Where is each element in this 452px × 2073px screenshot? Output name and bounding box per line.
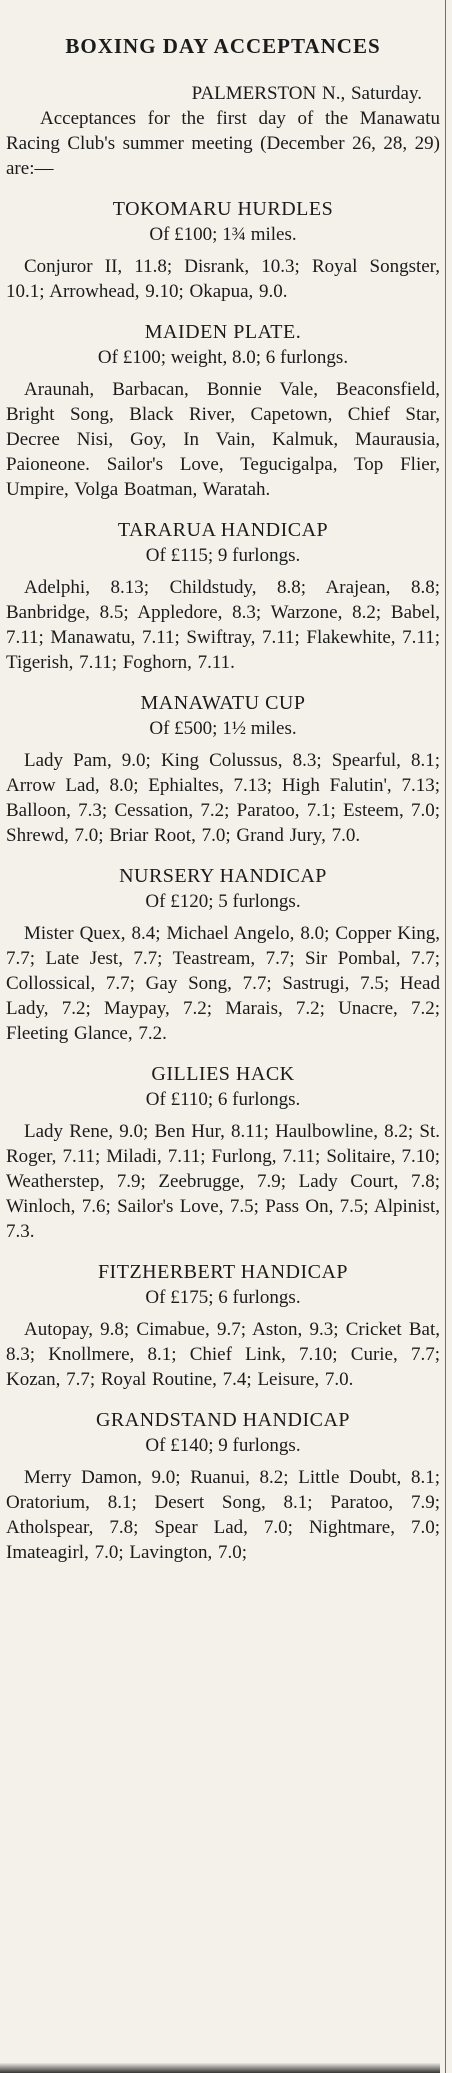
race-title: TOKOMARU HURDLES (112, 198, 334, 220)
race-entries: Araunah, Barbacan, Bonnie Vale, Beaconsfield, Bright Song, Black River, Capetown, Chief Star, Decree Nisi, Goy, In Vain, Kalmuk, Maurausia, Paioneone. Sailor's Love, Tegucigalpa, Top Flier, Umpire, Volga Boatman, Waratah. (6, 379, 440, 500)
race-entries: Lady Pam, 9.0; King Colussus, 8.3; Spearful, 8.1; Arrow Lad, 8.0; Ephialtes, 7.13; High Falutin', 7.13; Balloon, 7.3; Cessation, 7.2; Paratoo, 7.1; Esteem, 7.0; Shrewd, 7.0; Briar Root, 7.0; Grand Jury, 7.0. (6, 750, 440, 846)
race-terms: Of £100; weight, 8.0; 6 furlongs. (97, 347, 349, 368)
race-entries: Conjuror II, 11.8; Disrank, 10.3; Royal Songster, 10.1; Arrowhead, 9.10; Okapua, 9.0. (6, 256, 440, 302)
race-terms: Of £500; 1½ miles. (149, 718, 297, 739)
scan-cutoff-edge (0, 2063, 440, 2073)
race-terms: Of £100; 1¾ miles. (149, 224, 297, 245)
race-entries: Lady Rene, 9.0; Ben Hur, 8.11; Haulbowline, 8.2; St. Roger, 7.11; Miladi, 7.11; Furlong, 7.11; Solitaire, 7.10; Weatherstep, 7.9; Zeebrugge, 7.9; Lady Court, 7.8; Winloch, 7.6; Sailor's Love, 7.5; Pass On, 7.5; Alpinist, 7.3. (6, 1121, 440, 1242)
race-section (6, 691, 440, 848)
race-title: FITZHERBERT HANDICAP (97, 1261, 349, 1283)
race-title: GRANDSTAND HANDICAP (95, 1409, 351, 1431)
race-title: TARARUA HANDICAP (117, 519, 329, 541)
race-entries: Mister Quex, 8.4; Michael Angelo, 8.0; Copper King, 7.7; Late Jest, 7.7; Teastream, 7.7; Sir Pombal, 7.7; Collossical, 7.7; Gay Song, 7.7; Sastrugi, 7.5; Head Lady, 7.2; Maypay, 7.2; Marais, 7.2; Unacre, 7.2; Fleeting Glance, 7.2. (6, 923, 440, 1044)
race-terms: Of £115; 9 furlongs. (145, 545, 301, 566)
race-section (6, 518, 440, 675)
race-section (6, 1062, 440, 1244)
intro-paragraph: Acceptances for the first day of the Manawatu Racing Club's summer meeting (December 26, 28, 29) are:— (6, 108, 440, 179)
race-terms: Of £120; 5 furlongs. (145, 891, 301, 912)
article-headline: BOXING DAY ACCEPTANCES (65, 34, 381, 58)
race-title: NURSERY HANDICAP (119, 865, 327, 887)
race-terms: Of £110; 6 furlongs. (145, 1089, 301, 1110)
race-section (6, 197, 440, 304)
column-rule (445, 0, 446, 2073)
race-section (6, 1260, 440, 1392)
race-terms: Of £140; 9 furlongs. (145, 1435, 301, 1456)
race-entries: Merry Damon, 9.0; Ruanui, 8.2; Little Doubt, 8.1; Oratorium, 8.1; Desert Song, 8.1; Paratoo, 7.9; Atholspear, 7.8; Spear Lad, 7.0; Nightmare, 7.0; Imateagirl, 7.0; Lavington, 7.0; (6, 1467, 440, 1563)
race-entries: Adelphi, 8.13; Childstudy, 8.8; Arajean, 8.8; Banbridge, 8.5; Appledore, 8.3; Warzone, 8.2; Babel, 7.11; Manawatu, 7.11; Swiftray, 7.11; Flakewhite, 7.11; Tigerish, 7.11; Foghorn, 7.11. (6, 577, 440, 673)
race-title: MAIDEN PLATE. (144, 321, 302, 343)
race-terms: Of £175; 6 furlongs. (145, 1287, 301, 1308)
dateline: PALMERSTON N., Saturday. (191, 83, 422, 104)
race-section (6, 1408, 440, 1565)
race-title: MANAWATU CUP (140, 692, 306, 714)
race-section (6, 320, 440, 502)
race-entries: Autopay, 9.8; Cimabue, 9.7; Aston, 9.3; Cricket Bat, 8.3; Knollmere, 8.1; Chief Link, 7.10; Curie, 7.7; Kozan, 7.7; Royal Routine, 7.4; Leisure, 7.0. (6, 1319, 440, 1390)
race-section (6, 864, 440, 1046)
race-title: GILLIES HACK (151, 1063, 295, 1085)
